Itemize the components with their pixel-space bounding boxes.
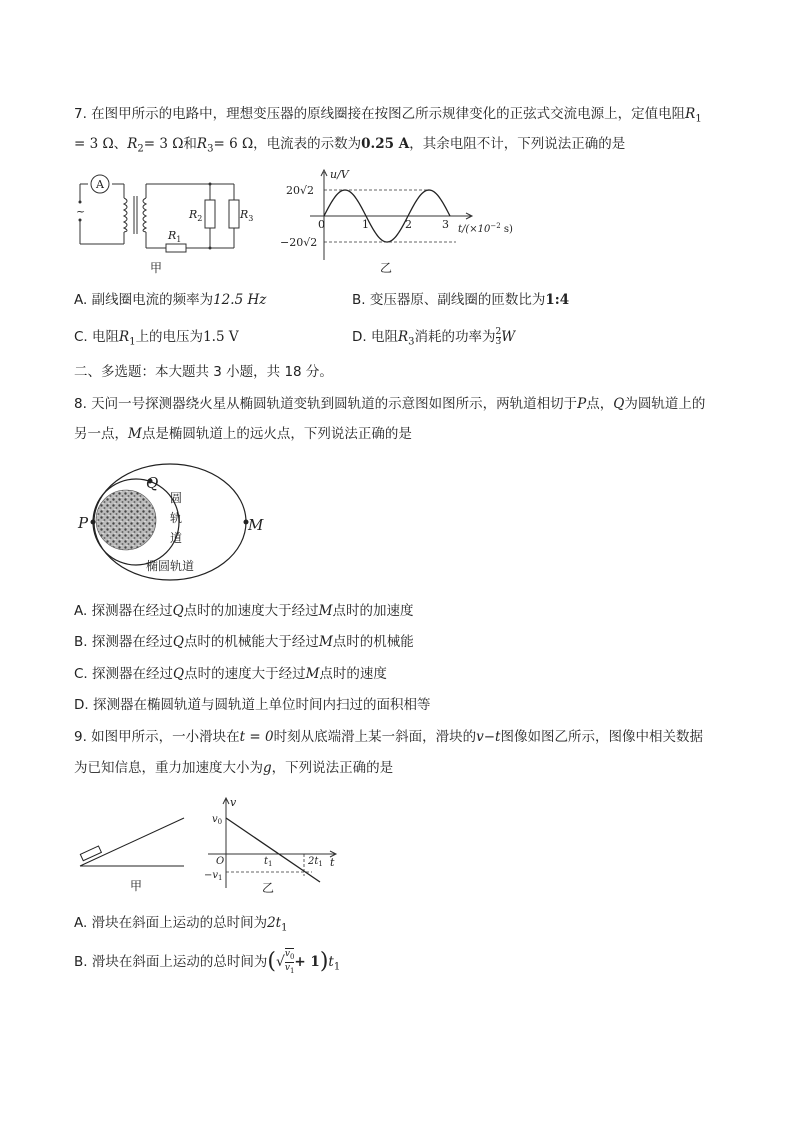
r1-label: $R_1$: [168, 229, 182, 244]
svg-text:甲: 甲: [130, 879, 143, 893]
graph-tick-3: 3: [442, 218, 449, 231]
slider-block: [80, 846, 101, 861]
svg-text:轨: 轨: [170, 511, 183, 525]
point-p: [91, 520, 96, 525]
graph-xlabel: $t/(\times 10^{-2}$ s): [458, 222, 513, 235]
graph-ymax-label: 20√2: [286, 184, 315, 197]
svg-text:Q: Q: [146, 474, 159, 492]
r3-label: $R_3$: [240, 208, 254, 223]
q9-incline-diagram: [76, 814, 196, 894]
svg-text:t: t: [330, 856, 335, 869]
graph-origin: 0: [318, 218, 325, 231]
q7-option-c[interactable]: C. 电阻$R_1$上的电压为1.5 V: [74, 329, 239, 348]
q8-option-d[interactable]: D. 探测器在椭圆轨道与圆轨道上单位时间内扫过的面积相等: [74, 697, 431, 713]
graph-ylabel: u/V: [330, 168, 349, 181]
section-multi-choice-header: 二、多选题：本大题共 3 小题，共 18 分。: [74, 364, 333, 380]
q7-option-d[interactable]: D. 电阻$R_3$消耗的功率为 $\frac{2}{3}$ W: [352, 326, 516, 348]
svg-text:圆: 圆: [170, 491, 183, 505]
mars-planet: [96, 490, 156, 550]
graph-tick-2: 2: [405, 218, 412, 231]
q8-stem-line2: 另一点，M点是椭圆轨道上的远火点，下列说法正确的是: [74, 426, 412, 442]
r2-label: $R_2$: [189, 208, 203, 223]
svg-text:v0: $v_0$: [212, 814, 223, 826]
svg-text:−v1: $-v_1$: [204, 870, 223, 882]
svg-text:乙: 乙: [262, 881, 275, 895]
q9-option-b[interactable]: B. 滑块在斜面上运动的总时间为(√ $\frac{v_0}{v_1}$ + $1)t_1$: [74, 948, 341, 975]
svg-text:2t1: $2t_1$: [308, 856, 323, 868]
q8-stem-line1: 8. 天问一号探测器绕火星从椭圆轨道变轨到圆轨道的示意图如图所示，两轨道相切于P点，Q为圆轨道上的: [74, 396, 706, 412]
q8-option-b[interactable]: B. 探测器在经过Q点时的机械能大于经过M点时的机械能: [74, 634, 414, 650]
svg-text:道: 道: [170, 531, 183, 545]
vt-line: [226, 818, 320, 882]
svg-text:A: A: [96, 178, 104, 191]
svg-text:t1: $t_1$: [264, 856, 273, 868]
fraction: $\frac{2}{3}$: [495, 326, 502, 347]
svg-text:椭圆轨道: 椭圆轨道: [146, 559, 195, 573]
svg-text:O: O: [216, 856, 225, 867]
svg-text:M: M: [248, 516, 264, 534]
q9-vt-graph: [200, 792, 350, 897]
q7-option-a[interactable]: A. 副线圈电流的频率为12.5 Hz: [74, 292, 267, 308]
graph-tick-1: 1: [362, 218, 369, 231]
svg-text:v: v: [230, 796, 237, 809]
svg-text:P: P: [78, 514, 89, 532]
graph-ymin-label: −20√2: [280, 236, 318, 249]
fig-caption-yi: 乙: [380, 261, 393, 275]
q7-stem-line2: = 3 Ω、$R_2= 3$ Ω和$R_3= 6$ Ω，电流表的示数为0.25 A，其余电阻不计，下列说法正确的是: [74, 136, 626, 155]
q8-option-c[interactable]: C. 探测器在经过Q点时的速度大于经过M点时的速度: [74, 666, 387, 682]
q8-option-a[interactable]: A. 探测器在经过Q点时的加速度大于经过M点时的加速度: [74, 603, 414, 619]
q7-voltage-graph: [280, 166, 513, 276]
q9-option-a[interactable]: A. 滑块在斜面上运动的总时间为$2t_1$: [74, 915, 288, 934]
q9-stem-line1: 9. 如图甲所示，一小滑块在t = 0时刻从底端滑上某一斜面，滑块的v−t图像如图乙所示，图像中相关数据: [74, 729, 703, 745]
ac-source-icon: ~: [76, 205, 86, 218]
ammeter-icon: [91, 175, 109, 193]
q7-stem-line1: 7. 在图甲所示的电路中，理想变压器的原线圈接在按图乙所示规律变化的正弦式交流电源上，定值电阻$R_1$: [74, 106, 702, 125]
q8-orbit-diagram: [76, 456, 276, 586]
q7-option-b[interactable]: B. 变压器原、副线圈的匝数比为1:4: [352, 292, 570, 308]
q9-stem-line2: 为已知信息，重力加速度大小为g，下列说法正确的是: [74, 760, 394, 776]
q7-circuit-diagram: [74, 170, 254, 280]
fig-caption-jia: 甲: [150, 261, 163, 275]
sqrt-fraction: $\frac{v_0}{v_1}$: [284, 949, 295, 975]
